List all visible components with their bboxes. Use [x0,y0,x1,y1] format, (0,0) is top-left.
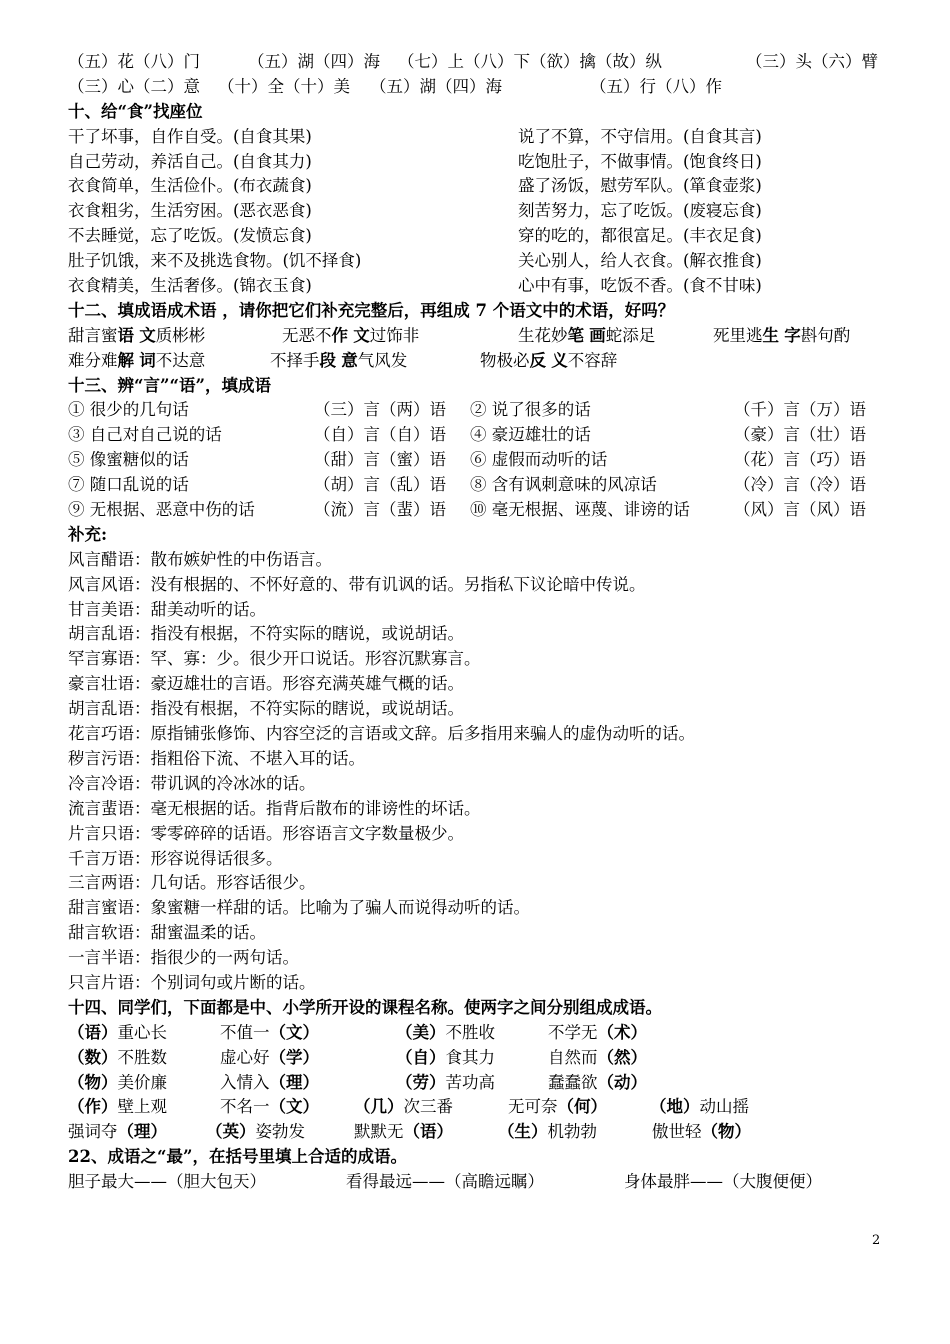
list-item: 三言两语：几句话。形容话很少。 [68,873,316,893]
entry: 衣食精美，生活奢侈。(锦衣玉食) [68,276,312,296]
idiom-part: 机勃勃 [547,1122,597,1142]
list-item: 片言只语：零零碎碎的话语。形容语言文字数量极少。 [68,823,464,843]
entry: 盛了汤饭，慰劳军队。(箪食壶浆) [518,176,762,196]
answer-char: （文） [269,1097,319,1117]
idiom [220,1095,319,1120]
answer-char: （英） [206,1122,256,1142]
idiom-part: 不胜收 [445,1022,495,1042]
table-row [68,448,888,473]
idiom-part: 入情入 [220,1072,270,1092]
answer-char: 词 [139,350,156,370]
list-item: 风言风语：没有根据的、不怀好意的、带有讥讽的话。另指私下议论暗中传说。 [68,574,646,594]
table-row [68,249,888,274]
answer-char: 反 [529,350,546,370]
table-row [68,1170,888,1195]
entry: ⑦ 随口乱说的话 [68,475,189,495]
list-item: 甜言蜜语：象蜜糖一样甜的话。比喻为了骗人而说得动听的话。 [68,898,530,918]
entry: 自己劳动，养活自己。(自食其力) [68,151,312,171]
table-row [68,1120,888,1145]
term-line-1 [68,324,888,349]
idiom [206,1120,305,1145]
entry: 衣食粗劣，生活穷困。(恶衣恶食) [68,201,312,221]
idiom [68,1071,167,1096]
idiom [548,1046,647,1071]
list-item: 花言巧语：原指铺张修饰、内容空泛的言语或文辞。后多指用来骗人的虚伪动听的话。 [68,724,695,744]
entry: ① 很少的几句话 [68,400,189,420]
answer-char: （自） [396,1047,446,1067]
list-item: 风言醋语：散布嫉妒性的中伤语言。 [68,549,332,569]
term-pair [480,349,617,374]
answer-char: （理） [269,1072,319,1092]
idiom [220,1071,319,1096]
table-row [68,473,888,498]
answer-char: 解 [117,350,134,370]
idiom-part: 默默无 [354,1122,404,1142]
list-item: 胡言乱语：指没有根据，不符实际的瞎说，或说胡话。 [68,624,464,644]
supplement-heading: 补充: [68,524,108,544]
answer-char: （劳） [396,1072,446,1092]
section-10-heading: 十、给“食”找座位 [68,101,203,121]
table-row [68,398,888,423]
table-row [68,150,888,175]
answer-char: 意 [341,350,358,370]
idiom-part: 生花妙 [518,325,568,345]
idiom-part: 死里逃 [713,325,763,345]
idiom [220,1021,319,1046]
entry: ⑨ 无根据、恶意中伤的话 [68,500,255,520]
term-pair [270,349,407,374]
idiom [354,1095,453,1120]
term-pair [518,324,655,349]
table-row [68,125,888,150]
list-item: 豪言壮语：豪迈雄壮的言语。形容充满英雄气概的话。 [68,674,464,694]
table-row [68,274,888,299]
answer-char: （术） [597,1022,647,1042]
entry: 不去睡觉，忘了吃饭。(发愤忘食) [68,226,312,246]
idiom-part: 甜言蜜 [68,325,118,345]
idiom-part: 过饰非 [369,325,420,345]
answer-char: （物） [68,1072,118,1092]
answer-char: 字 [784,325,801,345]
idiom-part: 重心长 [117,1022,167,1042]
entry: 干了坏事，自作自受。(自食其果) [68,126,312,146]
page-number: 2 [872,1233,881,1248]
entry: （自）言（自）语 [314,425,446,445]
entry: ⑥ 虚假而动听的话 [470,450,608,470]
entry: （冷）言（冷）语 [734,475,866,495]
table-row [68,199,888,224]
idiom: （十）全（十）美 [218,76,350,96]
answer-char: （数） [68,1047,118,1067]
idiom-part: 自然而 [548,1047,598,1067]
idiom: （五）湖（四）海 [370,76,502,96]
idiom-part: 不胜数 [117,1047,167,1067]
idiom [548,1071,647,1096]
idiom-part: 物极必 [480,350,530,370]
answer-char: （动） [597,1072,647,1092]
list-item: 千言万语：形容说得话很多。 [68,848,283,868]
idiom [396,1046,495,1071]
idiom [548,1021,647,1046]
entry: （三）言（两）语 [314,400,446,420]
term-pair [68,324,205,349]
answer-char: （然） [597,1047,647,1067]
idiom-part: 姿勃发 [255,1122,305,1142]
idiom [68,1021,167,1046]
entry: （风）言（风）语 [734,500,866,520]
idiom-part: 不学无 [548,1022,598,1042]
idiom-part: 不达意 [155,350,206,370]
idiom [68,1095,167,1120]
entry: 刻苦努力，忘了吃饭。(废寝忘食) [518,201,762,221]
idiom-part: 斟句酌 [800,325,851,345]
entry: ② 说了很多的话 [470,400,591,420]
section-14-heading: 十四、同学们，下面都是中、小学所开设的课程名称。使两字之间分别组成成语。 [68,997,662,1017]
idiom: （五）花（八）门 [68,52,200,71]
answer-char: （地） [650,1097,700,1117]
entry: ③ 自己对自己说的话 [68,425,222,445]
answer-char: 生 [762,325,779,345]
answer-char: 义 [551,350,568,370]
idiom-part: 壁上观 [117,1097,167,1117]
answer-char: （学） [269,1047,319,1067]
answer-char: （作） [68,1097,118,1117]
table-row [68,1071,888,1096]
entry: 看得最远——（高瞻远瞩） [346,1172,544,1192]
answer-char: 文 [139,325,156,345]
answer-char: （理） [117,1122,167,1142]
list-item: 甘言美语：甜美动听的话。 [68,599,266,619]
idiom-part: 傲世轻 [652,1122,702,1142]
answer-char: （语） [68,1022,118,1042]
list-item: 胡言乱语：指没有根据，不符实际的瞎说，或说胡话。 [68,699,464,719]
entry: （花）言（巧）语 [734,450,866,470]
idiom-part: 无可奈 [508,1097,558,1117]
idiom [354,1120,453,1145]
idiom: （五）湖（四）海 [248,52,380,71]
term-pair [282,324,419,349]
idiom-line-1 [68,50,888,75]
idiom [68,1120,167,1145]
answer-char: （文） [269,1022,319,1042]
table-row [68,1046,888,1071]
entry: （甜）言（蜜）语 [314,450,446,470]
list-item: 流言蜚语：毫无根据的话。指背后散布的诽谤性的坏话。 [68,798,481,818]
idiom [650,1095,749,1120]
table-row [68,498,888,523]
entry: 心中有事，吃饭不香。(食不甘味) [518,276,762,296]
entry: ⑧ 含有讽刺意味的风凉话 [470,475,657,495]
idiom-part: 质彬彬 [155,325,206,345]
entry: 穿的吃的，都很富足。(丰衣足食) [518,226,762,246]
idiom [508,1095,607,1120]
table-row [68,423,888,448]
answer-char: （生） [498,1122,548,1142]
idiom-part: 蛇添足 [605,325,656,345]
entry: ⑩ 毫无根据、诬蔑、诽谤的话 [470,500,690,520]
table-row [68,1095,888,1120]
entry: 衣食简单，生活俭仆。(布衣蔬食) [68,176,312,196]
answer-char: 作 [331,325,348,345]
section-13-heading: 十三、辨“言”“语”，填成语 [68,375,271,395]
term-line-2 [68,349,888,374]
answer-char: （何） [557,1097,607,1117]
idiom: （三）心（二）意 [68,76,200,96]
idiom-part: 美价廉 [117,1072,167,1092]
answer-char: 笔 [567,325,584,345]
idiom-part: 强词夺 [68,1122,118,1142]
idiom [652,1120,751,1145]
list-item: 甜言软语：甜蜜温柔的话。 [68,923,266,943]
idiom: （五）行（八）作 [590,76,722,96]
answer-char: （物） [701,1122,751,1142]
idiom-part: 不择手 [270,350,320,370]
idiom: （七）上（八）下（欲）擒（故）纵 [398,52,662,71]
idiom-line-2 [68,75,888,100]
idiom [68,1046,167,1071]
list-item: 一言半语：指很少的一两句话。 [68,948,299,968]
entry: 胆子最大——（胆大包天） [68,1172,266,1192]
term-pair [68,349,205,374]
table-row [68,1021,888,1046]
entry: （流）言（蜚）语 [314,500,446,520]
idiom [220,1046,319,1071]
answer-char: （几） [354,1097,404,1117]
idiom-part: 不值一 [220,1022,270,1042]
entry: （胡）言（乱）语 [314,475,446,495]
list-item: 冷言冷语：带讥讽的冷冰冰的话。 [68,773,316,793]
entry: 身体最胖——（大腹便便） [624,1172,822,1192]
list-item: 罕言寡语：罕、寡：少。很少开口说话。形容沉默寡言。 [68,649,481,669]
idiom [498,1120,597,1145]
answer-char: 画 [589,325,606,345]
list-item: 只言片语：个别词句或片断的话。 [68,972,316,992]
idiom-part: 蠢蠢欲 [548,1072,598,1092]
idiom [396,1071,495,1096]
idiom-part: 不容辞 [567,350,618,370]
idiom-part: 苦功高 [445,1072,495,1092]
idiom-part: 食其力 [445,1047,495,1067]
entry: （千）言（万）语 [734,400,866,420]
entry: ⑤ 像蜜糖似的话 [68,450,189,470]
entry: 说了不算，不守信用。(自食其言) [518,126,762,146]
answer-char: 文 [353,325,370,345]
idiom-part: 虚心好 [220,1047,270,1067]
table-row [68,174,888,199]
idiom-part: 次三番 [403,1097,453,1117]
idiom-part: 无恶不 [282,325,332,345]
idiom [396,1021,495,1046]
entry: ④ 豪迈雄壮的话 [470,425,591,445]
answer-char: （美） [396,1022,446,1042]
answer-char: 段 [319,350,336,370]
section-12-heading: 十二、填成语成术语 ，请你把它们补充完整后，再组成 7 个语文中的术语，好吗？ [68,300,675,320]
entry: 吃饱肚子，不做事情。(饱食终日) [518,151,762,171]
answer-char: 语 [117,325,134,345]
idiom-part: 气风发 [357,350,408,370]
entry: 肚子饥饿，来不及挑选食物。(饥不择食) [68,251,362,271]
entry: 关心别人，给人衣食。(解衣推食) [518,251,762,271]
entry: （豪）言（壮）语 [734,425,866,445]
idiom-part: 不名一 [220,1097,270,1117]
table-row [68,224,888,249]
term-pair [713,324,850,349]
section-22-heading: 22、成语之“最”，在括号里填上合适的成语。 [68,1147,407,1167]
answer-char: （语） [403,1122,453,1142]
document-page [68,50,888,1195]
list-item: 秽言污语：指粗俗下流、不堪入耳的话。 [68,748,365,768]
idiom-part: 动山摇 [699,1097,749,1117]
idiom-part: 难分难 [68,350,118,370]
idiom: （三）头（六）臂 [746,52,878,71]
